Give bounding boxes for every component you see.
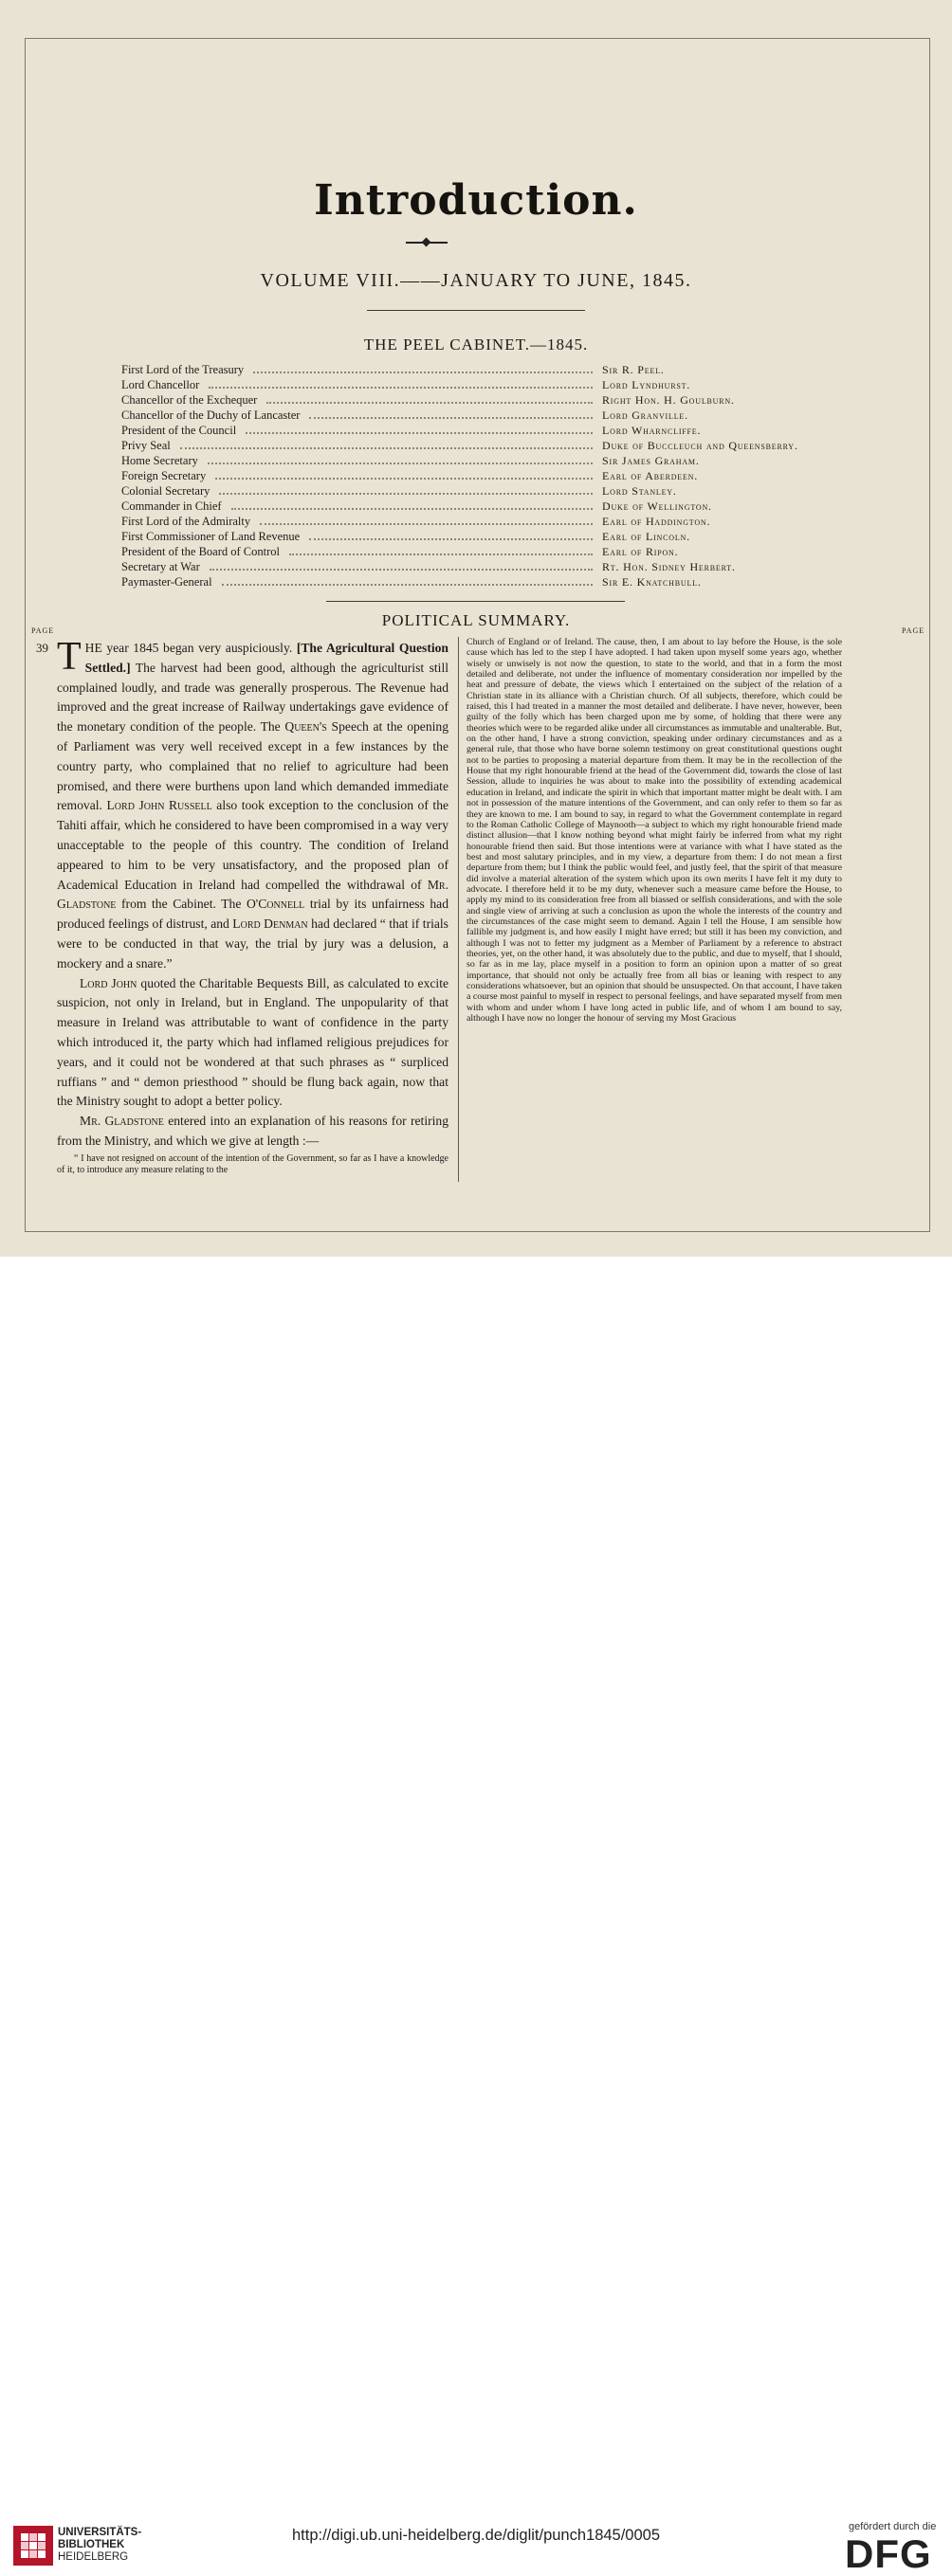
cabinet-heading: THE PEEL CABINET.—1845. bbox=[363, 336, 589, 354]
cabinet-holder: Duke of Buccleuch and Queensberry. bbox=[602, 439, 798, 452]
leader-dots bbox=[253, 363, 593, 373]
text-run: had declared “ that if trials were to be conducted in that way, the trial by jury was a delusion, a mockery and a snare.” bbox=[57, 916, 449, 971]
cabinet-office: President of the Board of Control bbox=[121, 545, 280, 558]
cabinet-office: Colonial Secretary bbox=[121, 484, 211, 498]
cabinet-holder: Lord Lyndhurst. bbox=[602, 378, 691, 391]
cabinet-holder: Earl of Aberdeen. bbox=[602, 469, 699, 482]
name-small-caps: Lord Denman bbox=[232, 916, 308, 932]
text-run: from the Cabinet. The bbox=[121, 897, 242, 912]
cabinet-row bbox=[121, 363, 842, 378]
leader-dots bbox=[215, 469, 593, 480]
cabinet-row bbox=[121, 424, 842, 439]
divider-rule bbox=[367, 310, 585, 311]
scanned-page bbox=[0, 0, 952, 1257]
cabinet-row bbox=[121, 530, 842, 545]
cabinet-row bbox=[121, 484, 842, 499]
cabinet-office: Lord Chancellor bbox=[121, 378, 200, 391]
text-run: HE year 1845 began very auspiciously. bbox=[84, 641, 293, 655]
funded-by-label: gefördert durch die bbox=[849, 2521, 937, 2532]
cabinet-holder: Lord Stanley. bbox=[602, 484, 677, 498]
leader-dots bbox=[231, 499, 593, 510]
footer-bar bbox=[0, 1257, 952, 2576]
leader-dots bbox=[309, 408, 593, 419]
cabinet-row bbox=[121, 545, 842, 560]
cabinet-office: First Commissioner of Land Revenue bbox=[121, 530, 301, 543]
text-run: also took exception to the conclusion of the Tahiti affair, which he considered to have been compromised in a way very unacceptable to the people of this country. The condition of Ireland appeared to him to be very unsatisfactory, and the proposed plan of Academical Education in Ireland had compelled the withdrawal of bbox=[57, 798, 449, 892]
paragraph bbox=[57, 635, 449, 974]
page-label-left: PAGE bbox=[31, 626, 55, 635]
leader-dots bbox=[209, 378, 593, 389]
leader-dots bbox=[222, 575, 593, 586]
dfg-logo: DFG bbox=[845, 2531, 932, 2576]
divider-rule bbox=[326, 601, 625, 602]
cabinet-holder: Sir R. Peel. bbox=[602, 363, 665, 376]
cabinet-holder: Duke of Wellington. bbox=[602, 499, 712, 513]
text-run: trial by its unfairness had produced feelings of distrust, and bbox=[57, 897, 449, 932]
leader-dots bbox=[246, 424, 593, 434]
cabinet-row bbox=[121, 439, 842, 454]
leader-dots bbox=[289, 545, 593, 555]
name-small-caps: Queen's bbox=[284, 719, 327, 735]
cabinet-office: Commander in Chief bbox=[121, 499, 222, 513]
text-run: quoted the Charitable Bequests Bill, as calculated to excite suspicion, not only in Ireland, but in England. The unpopularity of that measure in Ireland was attributable to want of confidence in the party which introduced it, the party which had inflamed religious prejudices for years, and it could not be wondered at that such phrases as “ surpliced ruffians ” and “ demon priesthood ” should be flung back again, now that the Ministry sought to adopt a better policy. bbox=[57, 975, 449, 1109]
column-divider bbox=[458, 637, 459, 1182]
cabinet-office: President of the Council bbox=[121, 424, 237, 437]
cabinet-holder: Lord Wharncliffe. bbox=[602, 424, 702, 437]
page-label-right: PAGE bbox=[902, 626, 925, 635]
cabinet-row bbox=[121, 378, 842, 393]
leader-dots bbox=[309, 530, 593, 540]
name-small-caps: O'Connell bbox=[246, 897, 305, 912]
cabinet-holder: Sir James Graham. bbox=[602, 454, 700, 467]
source-url-link[interactable]: http://digi.ub.uni-heidelberg.de/diglit/punch1845/0005 bbox=[291, 2527, 661, 2544]
name-small-caps: Mr. Gladstone bbox=[57, 877, 449, 912]
page-title: Introduction. bbox=[314, 176, 638, 225]
text-run: entered into an explanation of his reasons for retiring from the Ministry, and which we give at length :— bbox=[57, 1114, 449, 1148]
name-small-caps: Lord John Russell bbox=[106, 798, 212, 813]
cabinet-office: First Lord of the Admiralty bbox=[121, 515, 251, 528]
quote-paragraph: “ I have not resigned on account of the intention of the Government, so far as I have a knowledge of it, to introduce any measure relating to the bbox=[57, 1152, 449, 1176]
cabinet-holder: Earl of Ripon. bbox=[602, 545, 679, 558]
drop-cap: T bbox=[57, 635, 82, 679]
leader-dots bbox=[260, 515, 593, 525]
cabinet-row bbox=[121, 515, 842, 530]
library-name-line: BIBLIOTHEK bbox=[58, 2539, 125, 2550]
cabinet-office: Chancellor of the Duchy of Lancaster bbox=[121, 408, 301, 422]
cabinet-row bbox=[121, 454, 842, 469]
right-column bbox=[467, 637, 842, 1024]
cabinet-row bbox=[121, 469, 842, 484]
left-column bbox=[57, 635, 449, 1177]
summary-heading: POLITICAL SUMMARY. bbox=[381, 611, 571, 629]
margin-page-number: 39 bbox=[36, 641, 48, 655]
leader-dots bbox=[219, 484, 593, 495]
cabinet-office: Home Secretary bbox=[121, 454, 198, 467]
leader-dots bbox=[210, 560, 593, 571]
cabinet-row bbox=[121, 393, 842, 408]
cabinet-office: Paymaster-General bbox=[121, 575, 212, 589]
cabinet-holder: Right Hon. H. Goulburn. bbox=[602, 393, 735, 407]
cabinet-holder: Earl of Haddington. bbox=[602, 515, 711, 528]
leader-dots bbox=[208, 454, 593, 464]
cabinet-holder: Lord Granville. bbox=[602, 408, 688, 422]
cabinet-office: Secretary at War bbox=[121, 560, 200, 573]
side-heading: [The Agricultural Question Settled.] bbox=[84, 641, 449, 675]
cabinet-office: Foreign Secretary bbox=[121, 469, 207, 482]
leader-dots bbox=[180, 439, 593, 449]
library-name-line: UNIVERSITÄTS- bbox=[58, 2527, 142, 2538]
cabinet-holder: Sir E. Knatchbull. bbox=[602, 575, 702, 589]
text-run: The harvest had been good, although the agriculturist still complained loudly, and trade was generally prosperous. The Revenue had improved and the great increase of Railway undertakings gave evidence of the monetary condition of the people. The bbox=[57, 660, 449, 735]
volume-line: VOLUME VIII.——JANUARY TO JUNE, 1845. bbox=[260, 270, 692, 291]
paragraph bbox=[57, 974, 449, 1113]
leader-dots bbox=[266, 393, 593, 404]
cabinet-office: Chancellor of the Exchequer bbox=[121, 393, 258, 407]
cabinet-holder: Earl of Lincoln. bbox=[602, 530, 690, 543]
paragraph bbox=[57, 1112, 449, 1152]
cabinet-row bbox=[121, 408, 842, 424]
cabinet-office: Privy Seal bbox=[121, 439, 171, 452]
text-run: Speech at the opening of Parliament was very well received except in a few instances by the country party, who complained that no relief to agriculture had been promised, and there were burthens upon land which demanded immediate removal. bbox=[57, 719, 449, 813]
cabinet-row bbox=[121, 575, 842, 590]
cabinet-row bbox=[121, 499, 842, 515]
cabinet-row bbox=[121, 560, 842, 575]
cabinet-holder: Rt. Hon. Sidney Herbert. bbox=[602, 560, 736, 573]
cabinet-office: First Lord of the Treasury bbox=[121, 363, 245, 376]
quote-text: Church of England or of Ireland. The cause, then, I am about to lay before the House, is the sole cause which has led to the step I have adopted. I had taken upon myself some years ago, whether wisely or unwisely is not now the question, to state to the world, and that in a form the most detailed and deliberate, not under the influence of momentary consideration nor impelled by the heat and pressure of debate, the views which I entertained on the subject of the relation of a Christian state in its alliance with a Christian church. Of all subjects, therefore, which could be raised, this I had treated in a manner the most detailed and deliberate. I have never, however, been guilty of the folly which has been charged upon me by some, of holding that there were any theories which were to be regarded alike under all circumstances as immutable and unalterable. But, on the other hand, I have a strong conviction, speaking under ordinary circumstances and as a general rule, that those who have borne solemn testimony on great constitutional questions ought not to be parties to proposing a material departure from them. It may be in the recollection of the House that my right honourable friend at the head of the Government did, towards the close of last Session, allude to inquiries he was about to make into the possibility of extending academical education in Ireland, and indicate the spirit in which that important matter might be dealt with. I am not in possession of the mature intentions of the Government, and can only refer to them so far as they are known to me. I am bound to say, in regard to what the Government contemplate in regard to the Roman Catholic College of Maynooth—a subject to which my right honourable friend made distinct allusion—that I know nothing beyond what might fairly be inferred from what my right honourable friend then said. But those intentions were at variance with what I have stated as the best and most salutary principles, and in my view, a departure from them: I do not mean a first departure from them; but I think the public would feel, and justly feel, that the spirit of that measure did involve a material alteration of the system which upon its own merits I have felt it my duty to advocate. I therefore held it to be my duty, whenever such a measure came before the House, to apply my mind to its consideration free from all biassed or selfish considerations, and with the sole and single view of arriving at such a conclusion as upon the whole the interests of the country and the circumstances of the case might seem to demand. Again I tell the House, I am sensible how fallible my judgment is, and how easily I might have erred; but still it has been my conviction, and although I was not to fetter my judgment as a Member of Parliament by a reference to abstract theories, yet, on the other hand, it was absolutely due to the public, and due to myself, that I should, so far as in me lay, place myself in a position to form an opinion upon a matter of so great importance, that should not only be actually free from all bias or leaning with respect to any considerations whatsoever, but an opinion that should be unsuspected. On that account, I have taken a course most painful to myself in respect to personal feelings, and have separated myself from men with whom and under whom I have long acted in public life, and of whom I am bound to say, although I have now no longer the honour of serving my Most Gracious bbox=[467, 637, 842, 1025]
library-name-line: HEIDELBERG bbox=[58, 2551, 129, 2563]
name-small-caps: Lord John bbox=[80, 975, 137, 990]
name-small-caps: Mr. Gladstone bbox=[80, 1114, 164, 1129]
